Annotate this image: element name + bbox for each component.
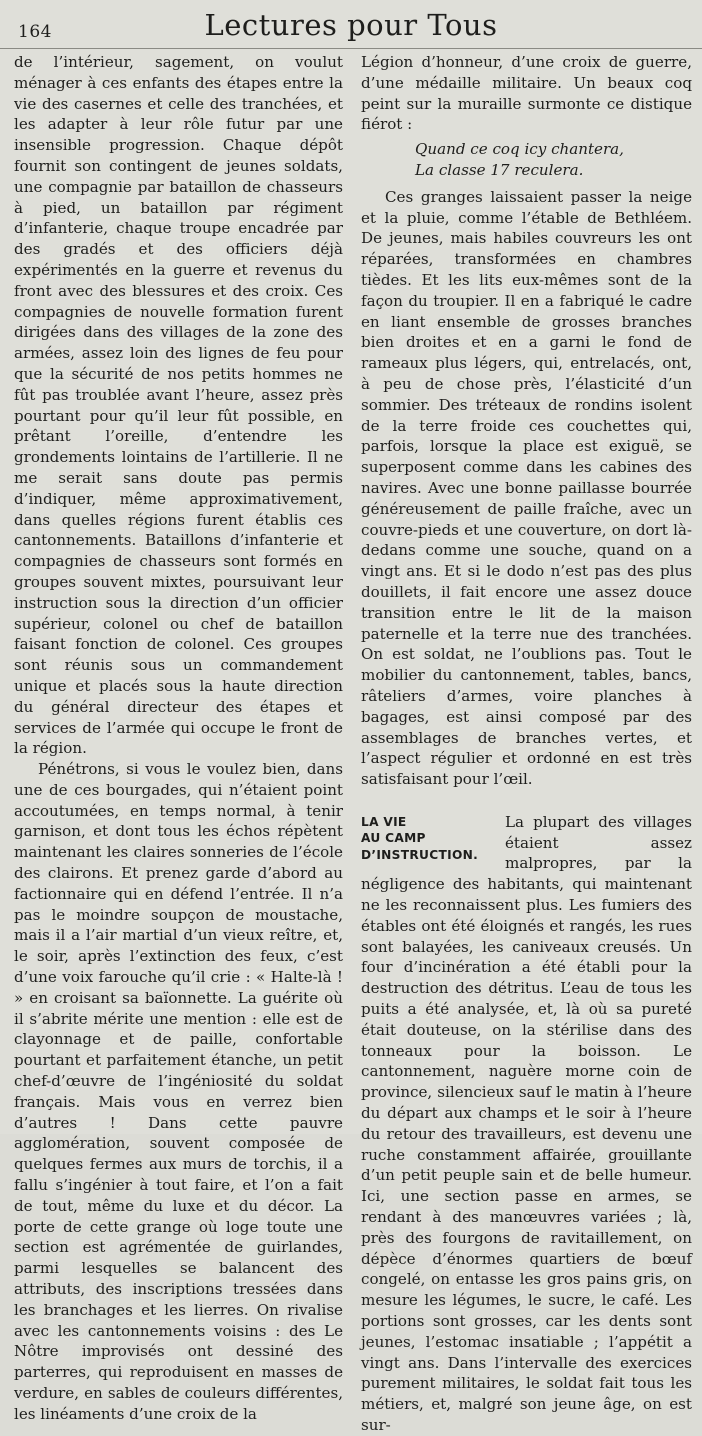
right-column bbox=[361, 52, 692, 1436]
running-title: Lectures pour Tous bbox=[204, 8, 498, 42]
body-paragraph: Légion d’honneur, d’une croix de guerre, d’une médaille militaire. Un beaux coq peint sur la muraille surmonte ce distique fiérot : bbox=[361, 53, 692, 134]
body-paragraph: Pénétrons, si vous le voulez bien, dans une de ces bourgades, qui n’étaient point accoutumées, en temps normal, à tenir garnison, et dont tous les échos répètent maintenant les claires sonneries de l’école des clairons. Et prenez garde d’abord au factionnaire qui en défend l’entrée. Il n’a pas le moindre soupçon de moustache, mais il a l’air martial d’un vieux reître, et, le soir, après l’extinction des feux, c’est d’une voix farouche qu’il crie : « Halte-là ! » en croisant sa baïonnette. La guérite où il s’abrite mérite une mention : elle est de clayonnage et de paille, confortable pourtant et parfaitement étanche, un petit chef-d’œuvre de l’ingéniosité du soldat français. Mais vous en verrez bien d’autres ! Dans cette pauvre agglomération, souvent composée de quelques fermes aux murs de torchis, il a fallu s’ingénier à tout faire, et l’on a fait de tout, même du luxe et du décor. La porte de cette grange où loge toute une section est agrémentée de guirlandes, parmi lesquelles se balancent des attributs, des inscriptions tressées dans les branchages et les lierres. On rivalise avec les cantonnements voisins : des Le Nôtre improvisés ont dessiné des parterres, qui reproduisent en masses de verdure, en sables de couleurs différentes, les linéaments d’une croix de la bbox=[14, 760, 343, 1423]
left-column bbox=[14, 52, 343, 1425]
verse-couplet bbox=[415, 139, 692, 181]
verse-line: La classe 17 reculera. bbox=[415, 160, 584, 179]
subheading-line: D’INSTRUCTION. bbox=[361, 847, 479, 862]
page-header bbox=[0, 0, 702, 49]
subheading-line: LA VIE bbox=[361, 814, 407, 829]
body-paragraph: Ces granges laissaient passer la neige et la pluie, comme l’étable de Bethléem. De jeunes, mais habiles couvreurs les ont réparées, transformées en chambres tièdes. Et les lits eux-mêmes sont de la façon du troupier. Il en a fabriqué le cadre en liant ensemble de grosses branches bien droites et en a garni le fond de rameaux plus légers, qui, entrelacés, ont, à peu de chose près, l’élasticité d’un sommier. Des tréteaux de rondins isolent de la terre froide ces couchettes qui, parfois, lorsque la place est exiguë, se superposent comme dans les cabines des navires. Avec une bonne paillasse bourrée généreusement de paille fraîche, avec un couvre-pieds et une couverture, on dort là-dedans comme une souche, quand on a vingt ans. Et si le dodo n’est pas des plus douillets, il fait encore une assez douce transition entre le lit de la maison paternelle et la terre nue des tranchées. On est soldat, ne l’oublions pas. Tout le mobilier du cantonnement, tables, bancs, râteliers d’armes, voire planches à bagages, est ainsi composé par des assemblages de branches vertes, et l’aspect régulier et ordonné en est très satisfaisant pour l’œil. bbox=[361, 187, 692, 789]
section-block bbox=[361, 812, 692, 1436]
body-paragraph: de l’intérieur, sagement, on voulut ménager à ces enfants des étapes entre la vie des casernes et celle des tranchées, et les adapter à leur rôle futur par une insensible progression. Chaque dépôt fournit son contingent de jeunes soldats, une compagnie par bataillon de chasseurs à pied, un bataillon par régiment d’infanterie, chaque troupe encadrée par des gradés et des officiers déjà expérimentés en la guerre et revenus du front avec des blessures et des croix. Ces compagnies de nouvelle formation furent dirigées dans des villages de la zone des armées, assez loin des lignes de feu pour que la sécurité de nos petits hommes ne fût pas troublée avant l’heure, assez près pourtant pour qu’il leur fût possible, en prêtant l’oreille, d’entendre les grondements lointains de l’artillerie. Il ne me serait sans doute pas permis d’indiquer, même approximativement, dans quelles régions furent établis ces cantonnements. Bataillons d’infanterie et compagnies de chasseurs sont formés en groupes souvent mixtes, poursuivant leur instruction sous la direction d’un officier supérieur, colonel ou chef de bataillon faisant fonction de colonel. Ces groupes sont réunis sous un commandement unique et placés sous la haute direction du général directeur des étapes et services de l’armée qui occupe le front de la région. bbox=[14, 53, 343, 758]
verse-line: Quand ce coq icy chantera, bbox=[415, 140, 624, 159]
page-number: 164 bbox=[18, 22, 52, 42]
section-subheading bbox=[361, 814, 491, 864]
subheading-line: AU CAMP bbox=[361, 831, 426, 846]
body-paragraph: La plupart des villages étaient assez malpropres, par la négligence des habitants, qui maintenant ne les reconnaissent plus. Les fumiers des étables ont été éloignés et rangés, les rues sont balayées, les caniveaux creusés. Un four d’incinération a été établi pour la destruction des détritus. L’eau de tous les puits a été analysée, et, là où sa pureté était douteuse, on la stérilise dans des tonneaux pour la boisson. Le cantonnement, naguère morne coin de province, silencieux sauf le matin à l’heure du départ aux champs et le soir à l’heure du retour des travailleurs, est devenu une ruche constamment affairée, grouillante d’un petit peuple sain et de belle humeur. Ici, une section passe en armes, se rendant à des manœuvres variées ; là, près des fourgons de ravitaillement, on dépèce d’énormes quartiers de bœuf congelé, on entasse les gros pains gris, on mesure les légumes, le sucre, le café. Les portions sont grosses, car les dents sont jeunes, l’estomac insatiable ; l’appétit a vingt ans. Dans l’intervalle des exercices purement militaires, le soldat fait tous les métiers, et, malgré son jeune âge, on est sur- bbox=[361, 812, 692, 1434]
